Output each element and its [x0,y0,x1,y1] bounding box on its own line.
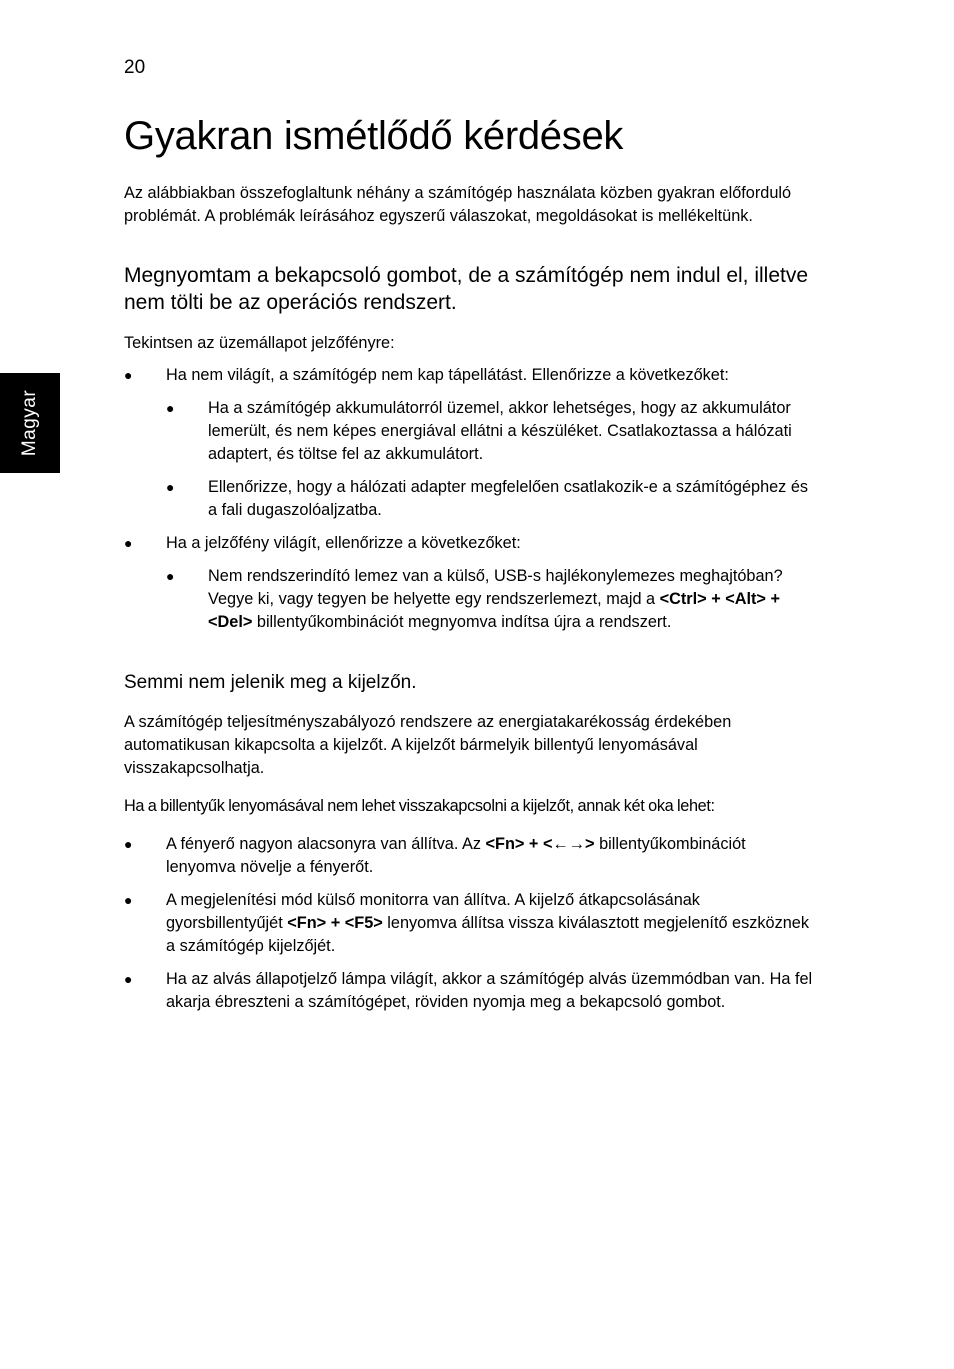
section2-paragraph-1: A számítógép teljesítményszabályozó rendszere az energiatakarékosság érdekében automatikusan kikapcsolta a kijelzőt. A kijelzőt bármelyik billentyű lenyomásával visszakapcsolhatja. [124,713,732,777]
section2-list [124,833,814,1014]
bullet-icon: ● [166,479,175,495]
list-item [124,889,814,958]
list-item [166,476,814,522]
intro-paragraph: Az alábbiakban összefoglaltunk néhány a számítógép használata közben gyakran előforduló problémát. A problémák leírásához egyszerű válaszokat, megoldásokat is mellékeltünk. [124,184,792,225]
list-item-text: Ellenőrizze, hogy a hálózati adapter megfelelően csatlakozik-e a számítógéphez és a fali dugaszolóaljzatba. [208,478,809,519]
list-item-text: Ha a jelzőfény világít, ellenőrizze a következőket: [166,534,521,552]
list-item-text-start: A megjelenítési mód külső monitorra van állítva. A kijelző átkapcsolásának gyorsbillentyűjét [166,891,700,932]
page-number: 20 [124,57,146,78]
sublist [166,565,814,634]
list-item-text-start: Nem rendszerindító lemez van a külső, USB-s hajlékonylemezes meghajtóban? Vegye ki, vagy tegyen be helyette egy rendszerlemezt, majd a [208,567,783,608]
list-item-text: Ha nem világít, a számítógép nem kap tápellátást. Ellenőrizze a következőket: [166,366,729,384]
list-item-text: Ha az alvás állapotjelző lámpa világít, akkor a számítógép alvás üzemmódban van. Ha fel akarja ébreszteni a számítógépet, röviden nyomja meg a bekapcsoló gombot. [166,970,813,1011]
section1-lead: Tekintsen az üzemállapot jelzőfényre: [124,334,395,352]
sublist [166,397,814,522]
list-item-text-end: billentyűkombinációt lenyomva növelje a fényerőt. [166,835,746,876]
list-item-text: Ha a számítógép akkumulátorról üzemel, akkor lehetséges, hogy az akkumulátor lemerült, és nem képes energiával ellátni a készüléket. Csatlakoztassa a hálózati adaptert, és töltse fel az akkumulátort. [208,399,792,463]
bullet-icon: ● [124,971,133,987]
list-item-text-start: A fényerő nagyon alacsonyra van állítva. Az [166,835,486,853]
section2-heading: Semmi nem jelenik meg a kijelzőn. [124,672,417,693]
bullet-icon: ● [166,568,175,584]
list-item-text-end: billentyűkombinációt megnyomva indítsa újra a rendszert. [252,613,672,631]
bullet-icon: ● [166,400,175,416]
list-item-text-end: lenyomva állítsa vissza kiválasztott megjelenítő eszköznek a számítógép kijelzőjét. [166,914,809,955]
list-item [124,532,814,634]
list-item [166,565,814,634]
section1-heading: Megnyomtam a bekapcsoló gombot, de a számítógép nem indul el, illetve nem tölti be az operációs rendszert. [124,264,809,314]
bullet-icon: ● [124,367,133,383]
language-tab-label: Magyar [19,389,41,457]
key-combo: <Fn> + <F5> [287,914,383,932]
bullet-icon: ● [124,836,133,852]
language-tab [0,373,60,473]
list-item [124,968,814,1014]
list-item [124,364,814,522]
section2-paragraph-2: Ha a billentyűk lenyomásával nem lehet visszakapcsolni a kijelzőt, annak két oka lehet: [124,797,715,815]
bullet-icon: ● [124,892,133,908]
bullet-icon: ● [124,535,133,551]
key-combo: <Fn> + <←→> [485,835,595,853]
page-content [124,112,814,1024]
section1-list [124,364,814,634]
list-item [166,397,814,466]
list-item [124,833,814,879]
key-combo: <Ctrl> + <Alt> + <Del> [208,590,780,631]
page-title: Gyakran ismétlődő kérdések [124,114,624,158]
